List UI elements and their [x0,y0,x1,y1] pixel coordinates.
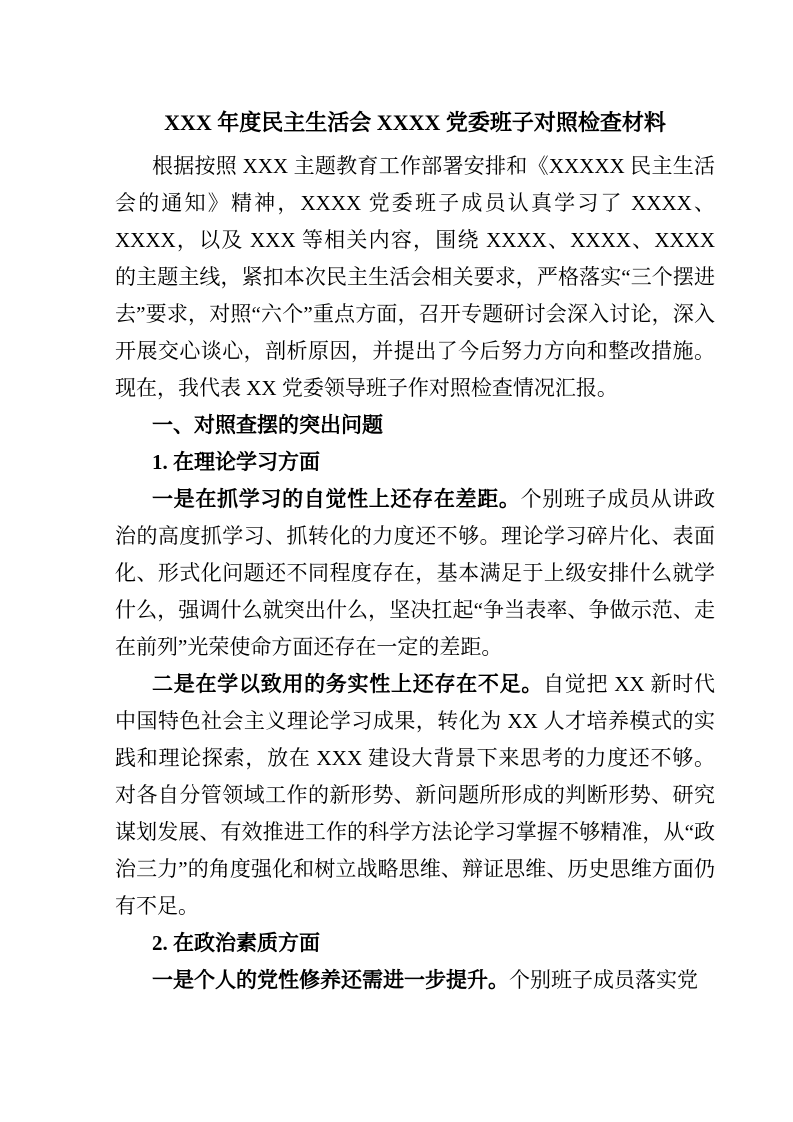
subsection-1-1-heading: 1. 在理论学习方面 [152,450,320,474]
item-2-lead: 二是在学以致用的务实性上还存在不足。 [152,672,544,696]
item-2-body: 自觉把 XX 新时代中国特色社会主义理论学习成果，转化为 XX 人才培养模式的实践和理论探索，放在 XXX 建设大背景下来思考的力度还不够。对各自分管领域工作的新形势、新问题所形成的判断形势、研究谋划发展、有效推进工作的科学方法论学习掌握不够精准，从“政治三力”的角度强化和树立战略思维、辩证思维、历史思维方面仍有不足。 [115,672,715,918]
item-paragraph-1 [115,481,715,666]
item-1-body: 个别班子成员从讲政治的高度抓学习、抓转化的力度还不够。理论学习碎片化、表面化、形式化问题还不同程度存在，基本满足于上级安排什么就学什么，强调什么就突出什么，坚决扛起“争当表率、争做示范、走在前列”光荣使命方面还存在一定的差距。 [115,487,716,659]
item-3-lead: 一是个人的党性修养还需进一步提升。 [152,968,509,992]
document-content [115,104,715,999]
item-paragraph-2 [115,666,715,925]
section-1-heading: 一、对照查摆的突出问题 [152,413,383,437]
subsection-1-2-heading: 2. 在政治素质方面 [152,931,320,955]
item-3-body: 个别班子成员落实党 [509,968,698,992]
item-paragraph-3 [115,962,715,999]
intro-paragraph: 根据按照 XXX 主题教育工作部署安排和《XXXXX 民主生活会的通知》精神，XXXX 党委班子成员认真学习了 XXXX、XXXX，以及 XXX 等相关内容，围绕 XXXX、XXXX、XXXX 的主题主线，紧扣本次民主生活会相关要求，严格落实“三个摆进去”要求，对照“六个”重点方面，召开专题研讨会深入讨论，深入开展交心谈心，剖析原因，并提出了今后努力方向和整改措施。现在，我代表 XX 党委领导班子作对照检查情况汇报。 [115,154,715,400]
document-title: XXX 年度民主生活会 XXXX 党委班子对照检查材料 [164,110,666,135]
item-1-lead: 一是在抓学习的自觉性上还存在差距。 [152,487,521,511]
